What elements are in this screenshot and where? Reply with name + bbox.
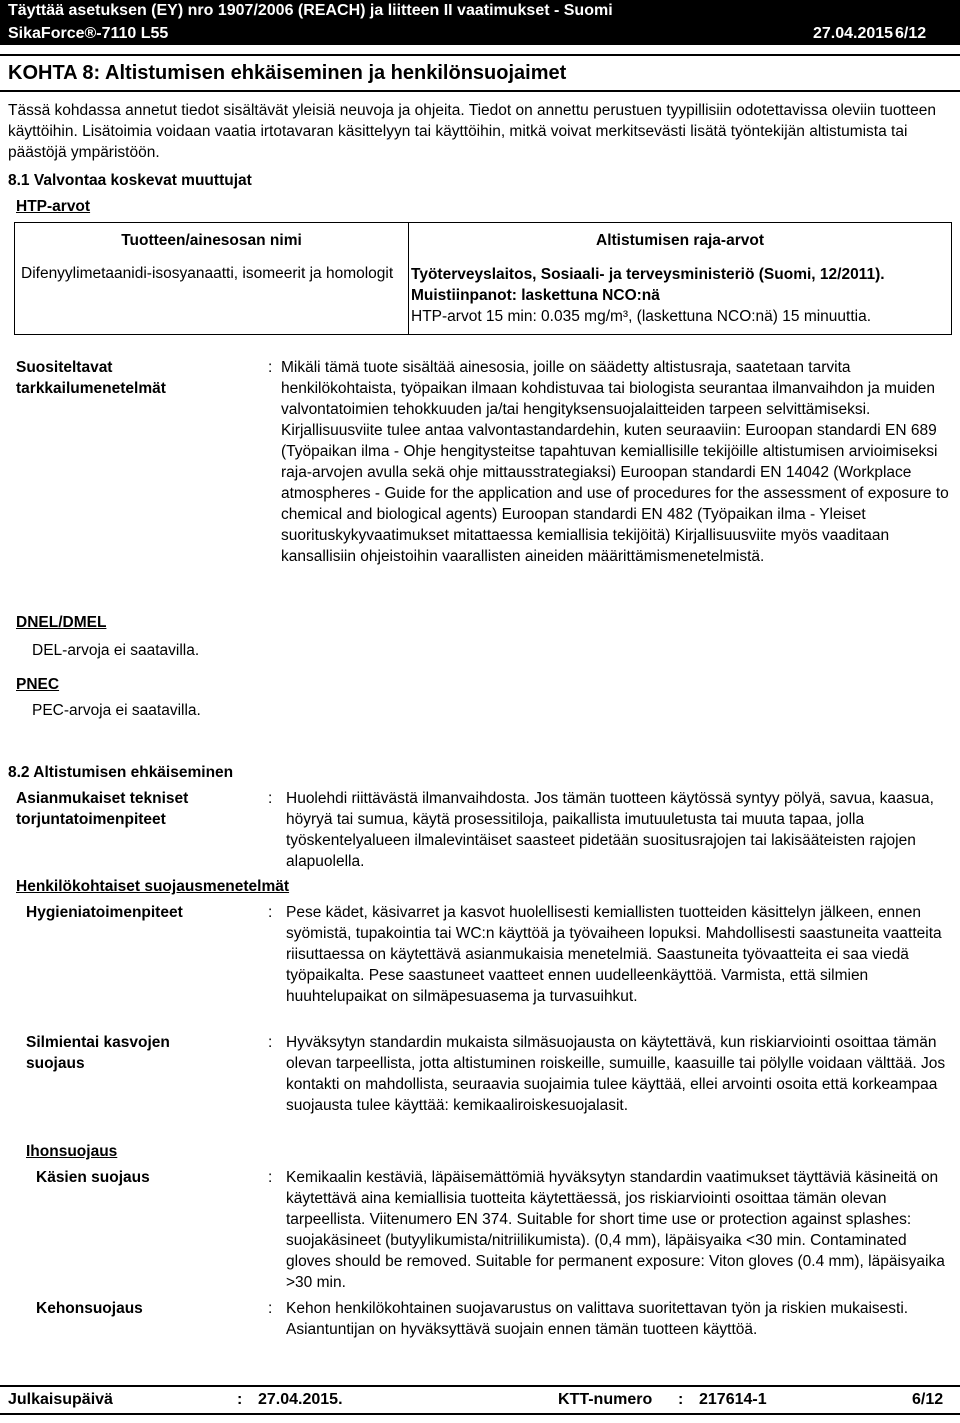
colon: :: [237, 1391, 243, 1408]
body-text: Kehon henkilökohtainen suojavarustus on valittava suoritettavan työn ja riskien mukaisesti. Asiantuntijan on hyväksyttävä suojain ennen tämän tuotteen käyttöä.: [286, 1300, 909, 1338]
eye-text: Hyväksytyn standardin mukaista silmäsuojausta on käytettävä, kun riskiarviointi osoittaa tämän olevan tarpeellista, jotta altistuminen roiskeille, sumuille, kaasuille tai pölylle voidaan välttää. Jos kontakti on mahdollista, seuraavia suojaimia tulee käyttää, ellei arvointi osoita että korkeampaa suojausta tulee käyttää: kemikaaliroiskesuojalasit.: [286, 1034, 946, 1114]
colon: :: [268, 1300, 273, 1317]
table-cell-limits: [411, 264, 951, 327]
ktt-label: KTT-numero: [558, 1391, 653, 1408]
personal-heading: Henkilökohtaiset suojausmenetelmät: [16, 878, 290, 895]
pnec-text: PEC-arvoja ei saatavilla.: [32, 702, 201, 719]
tech-text: Huolehdi riittävästä ilmanvaihdosta. Jos tämän tuotteen käytössä syntyy pölyä, savua, kaasua, höyryä tai sumua, käytä prosessitiloja, paikallista imutuuletusta tai muuta tapaa, jolla työskentelyalueen ilmalevintäiset saasteet pidetään suositusrajojen tai lakisääteisten rajojen alapuolella.: [286, 790, 934, 870]
issue-label: Julkaisupäivä: [8, 1391, 113, 1408]
regulation-header: Täyttää asetuksen (EY) nro 1907/2006 (REACH) ja liitteen II vaatimukset - Suomi: [0, 0, 960, 22]
colon: :: [268, 359, 273, 376]
body-label: Kehonsuojaus: [36, 1300, 143, 1317]
tech-label: Asianmukaiset tekniset torjuntatoimenpiteet: [16, 790, 189, 828]
exposure-limits-table: [14, 222, 952, 335]
dnel-heading: DNEL/DMEL: [16, 614, 107, 631]
monitoring-label: Suositeltavat tarkkailumenetelmät: [16, 359, 166, 397]
pnec-heading: PNEC: [16, 676, 60, 693]
hand-text: Kemikaalin kestäviä, läpäisemättömiä hyväksytyn standardin vaatimukset täyttäviä käsineitä on käytettävä aina kemiallisia tuotteita käytettäessä, jos riskiarviointi osoittaa tämän olevan tarpeellista. Viitenumero EN 374. Suitable for short time use or protection against splashes: suojakäsineet (butyylikumista/nitriilikumista). (0,4 mm), läpäisyaika <30 min. Contaminated gloves should be removed. Suitable for permanent exposure: Viton gloves (0.4 mm), läpäisyaika >30 min.: [286, 1169, 945, 1291]
table-header-limits: Altistumisen raja-arvot: [596, 232, 764, 249]
product-header: [0, 22, 960, 45]
colon: :: [268, 1169, 273, 1186]
monitoring-text: Mikäli tämä tuote sisältää ainesosia, joille on säädetty altistusraja, saatetaan tarvita henkilökohtaista, työpaikan ilmaan kohdistuvaa tai biologista seurantaa ilmanvaihdon ja muiden valvontatoimien tehokkuuden ja/tai hengityksensuojalaitteiden tarpeen selvittämiseksi. Kirjallisuusviite tulee antaa valvontastandardehin, kuten seuraaviin: Euroopan standardi EN 689 (Työpaikan ilma - Ohje hengitysteitse tapahtuvan kemiallisille tekijöille altistumisen arvioimiseksi raja-arvojen avulla sekä ohje mittausstrategiaksi) Euroopan standardi EN 14042 (Workplace atmospheres - Guide for the application and use of procedures for the assessment of exposure to chemical and biological agents) Euroopan standardi EN 482 (Työpaikan ilma - Yleiset suorituskykyvaatimukset mitattaessa kemiallisia tekijöitä) Kirjallisuusviite myös vaaditaan kansallisiin ohjeistoihin vaarallisten aineiden määrittämismenetelmistä.: [281, 359, 949, 565]
hand-label: Käsien suojaus: [36, 1169, 150, 1186]
colon: :: [268, 904, 273, 921]
table-header-substance: Tuotteen/ainesosan nimi: [121, 232, 302, 249]
colon: :: [678, 1391, 684, 1408]
heading-8-2: 8.2 Altistumisen ehkäiseminen: [8, 764, 234, 781]
revision-date: 27.04.2015: [813, 25, 894, 42]
product-name: SikaForce®-7110 L55: [8, 25, 169, 42]
footer-page: 6/12: [912, 1391, 944, 1408]
footer: [0, 1385, 960, 1415]
limit-source: Työterveyslaitos, Sosiaali- ja terveysministeriö (Suomi, 12/2011). Muistiinpanot: laskettuna NCO:nä: [411, 266, 885, 304]
section-intro: Tässä kohdassa annetut tiedot sisältävät yleisiä neuvoja ja ohjeita. Tiedot on annettu perustuen tyypillisiin odotettavissa oleviin tuotteen käyttöihin. Lisätoimia voidaan vaatia irtotavaran käsittelyyn tai käyttöihin, mitkä voivat merkitsevästi lisätä työntekijän altistumista tai päästöjä ympäristöön.: [8, 102, 936, 161]
limit-value: HTP-arvot 15 min: 0.035 mg/m³, (laskettuna NCO:nä) 15 minuuttia.: [411, 308, 872, 325]
section-title: KOHTA 8: Altistumisen ehkäiseminen ja henkilönsuojaimet: [0, 54, 960, 92]
skin-heading: Ihonsuojaus: [26, 1143, 118, 1160]
eye-label: Silmientai kasvojen suojaus: [26, 1034, 170, 1072]
table-cell-substance: Difenyylimetaanidi-isosyanaatti, isomeerit ja homologit: [21, 265, 394, 282]
htp-heading: HTP-arvot: [16, 198, 91, 215]
heading-8-1: 8.1 Valvontaa koskevat muuttujat: [8, 172, 252, 189]
page-number: 6/12: [895, 25, 927, 42]
ktt-value: 217614-1: [699, 1391, 767, 1408]
colon: :: [268, 790, 273, 807]
hygiene-label: Hygieniatoimenpiteet: [26, 904, 183, 921]
dnel-text: DEL-arvoja ei saatavilla.: [32, 642, 200, 659]
hygiene-text: Pese kädet, käsivarret ja kasvot huolellisesti kemiallisten tuotteiden käsittelyn jälkeen, ennen syömistä, tupakointia tai WC:n käyttöä ja työvaiheen lopuksi. Mahdollisesti saastuneita vaatteita riisuttaessa on käytettävä asianmukaisia menetelmiä. Saastuneita työvaatteita ei saa viedä työpaikalta. Pese saastuneet vaatteet ennen uudelleenkäyttöä. Varmista, että silmien huuhtelupaikat on silmäpesuasema ja turvasuihkut.: [286, 904, 942, 1005]
colon: :: [268, 1034, 273, 1051]
issue-date: 27.04.2015.: [258, 1391, 343, 1408]
